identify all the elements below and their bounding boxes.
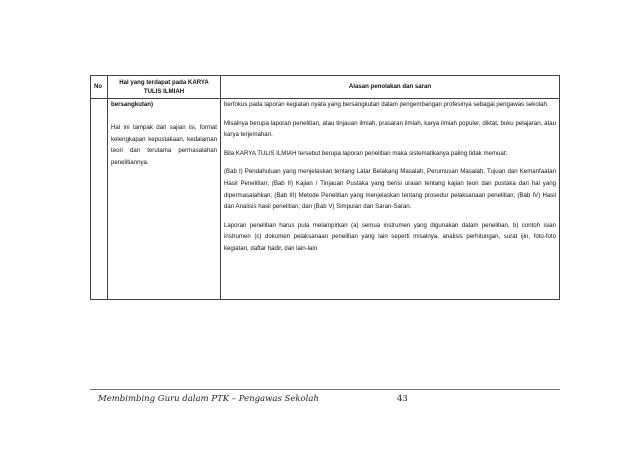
reason-paragraph-4: (Bab I) Pendahuluan yang menjelaskan tentang Latar Belakang Masalah, Perumusan Masalah, Tujuan dan Kemanfaatan Hasil Penelitian; (Bab II) Kajian / Tinjauan Pustaka yang berisi uraian tentang kajian teori dan pustaka dari hal yang dipermasalahkan; (Bab III) Metode Penelitian yang menjelaskan tentang prosedur pelaksanaan penelitian; (Bab IV) Hasil dan Analisis hasil penelitian; dan (Bab V) Simpulan dan Saran-Saran. <box>224 168 556 211</box>
footer-title: Membimbing Guru dalam PTK – Pengawas Sekolah <box>98 394 319 404</box>
header-reason: Alasan penolakan dan saran <box>221 76 560 99</box>
reason-paragraph-3: Bila KARYA TULIS ILMIAH tersebut berupa laporan penelitian maka sistematikanya paling tidak memuat: <box>224 149 508 157</box>
item-bold-text: bersangkutan) <box>111 101 153 108</box>
reason-cell <box>221 99 560 300</box>
table-header-row <box>91 76 560 99</box>
header-item: Hal yang terdapat pada KARYA TULIS ILMIAH <box>108 76 221 99</box>
table-row <box>91 99 560 300</box>
header-no: No <box>91 76 108 99</box>
criteria-table <box>90 75 560 300</box>
page-number: 43 <box>397 394 408 404</box>
reason-paragraph-5: Laporan penelitian harus pula melampirkan (a) semua instrumen yang digunakan dalam penelitian, b) contoh isian instrumen (c) dokumen pelaksanaan penelitian yang lain seperti misalnya, analisis perhitungan, surat ijin, foto-foto kegiatan, daftar hadir, dan lain-lain <box>224 221 556 252</box>
row-no-cell <box>91 99 108 300</box>
footer-divider <box>90 389 560 390</box>
reason-paragraph-2: Misalnya berupa laporan penelitian, atau tinjauan ilmiah, prasaran ilmiah, karya ilmiah populer, diktat, buku pelajaran, atau karya terjemahan. <box>224 119 556 139</box>
item-cell <box>108 99 221 300</box>
item-description: Hal ini tampak dari sajian isi, format kelengkapan kepustakaan, kedalaman teori dan terutama permasalahan penelitiannya. <box>111 124 217 166</box>
reason-paragraph-1: berfokus pada laporan kegiatan nyata yang bersangkutan dalam pengembangan profesinya sebagai pengawas sekolah. <box>224 101 549 108</box>
